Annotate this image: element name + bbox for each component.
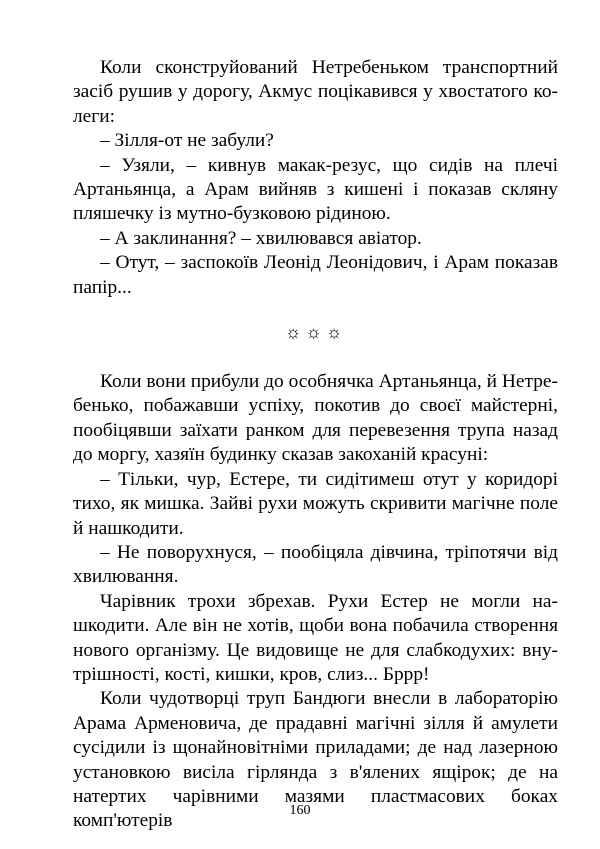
paragraph: Коли вони прибули до особнячка Артаньянца, й Нетребенько, побажавши успіху, покотив до своєї майстерні, пообіцявши заїхати ранком для перевезення трупа назад до моргу, хазяїн будинку сказав закоханій красуні: <box>73 371 558 466</box>
paragraph: – Зілля-от не забули? <box>100 130 274 152</box>
paragraph: Коли сконструйований Нетребеньком транспортний засіб рушив у дорогу, Акмус поцікавився у хвостатого колеги: <box>73 57 558 127</box>
paragraph: – А заклинання? – хвилювався авіатор. <box>100 227 422 249</box>
paragraph: – Не поворухнуся, – пообіцяла дівчина, тріпотячи від хвилювання. <box>73 541 558 588</box>
paragraph: Коли чудотворці труп Бандюги внесли в лабораторію Арама Арменовича, де прадавні магічні зілля й амулети сусідили із щонайновітніми приладами; де над лазерною установкою висіла гірлянда з в'ялених ящірок; де на натертих чарівними мазями пластмасових боках комп'ютерів <box>73 688 558 832</box>
paragraph: – Отут, – заспокоїв Леонід Леонідович, і Арам показав папір... <box>73 252 558 298</box>
paragraph: – Узяли, – кивнув макак-резус, що сидів на плечі Артаньянца, а Арам вийняв з кишені і показав скляну пляшечку із мутно-бузковою рідиною. <box>73 154 558 225</box>
paragraph: Чарівник трохи збрехав. Рухи Естер не могли нашкодити. Але він не хотів, щоби вона побачила створення нового організму. Це видовище не для слабкодухих: внутрішності, кості, кишки, кров, слиз... Бррр! <box>73 590 558 685</box>
page-text <box>73 56 558 834</box>
paragraph: – Тільки, чур, Естере, ти сидітимеш отут у коридорі тихо, як мишка. Зайві рухи можуть скривити магічне поле й нашкодити. <box>73 468 558 539</box>
section-separator: ☼☼☼ <box>284 322 347 343</box>
page-number: 160 <box>289 803 311 818</box>
